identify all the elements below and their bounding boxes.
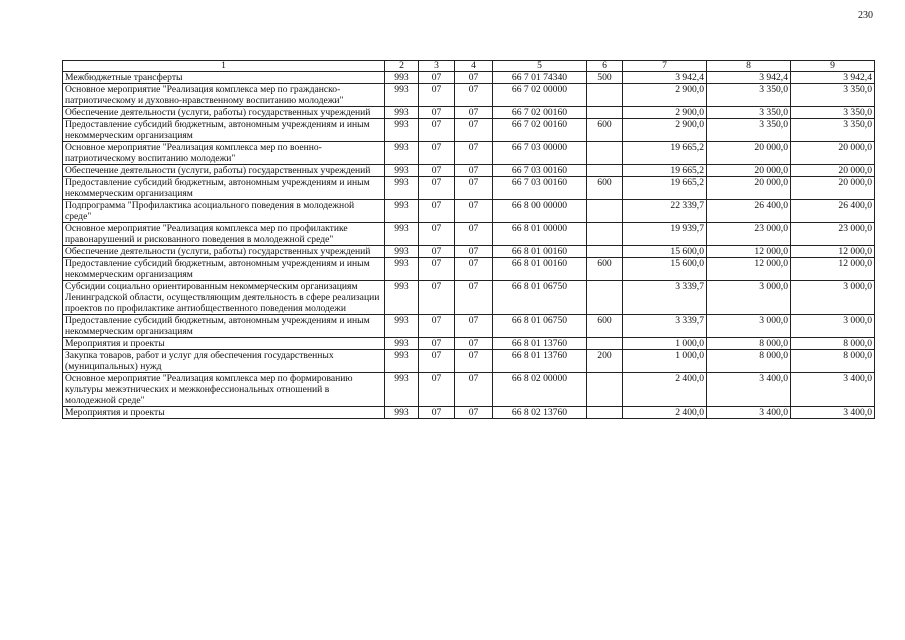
code-ministry: 993 [385,142,419,165]
code-expense-type: 600 [587,315,623,338]
amount-col8: 26 400,0 [707,200,791,223]
code-ministry: 993 [385,84,419,107]
code-subsection: 07 [455,407,493,419]
header-cell: 6 [587,61,623,72]
code-expense-type [587,246,623,258]
code-subsection: 07 [455,84,493,107]
code-expense-type [587,281,623,315]
code-subsection: 07 [455,281,493,315]
code-subsection: 07 [455,350,493,373]
row-name: Предоставление субсидий бюджетным, автономным учреждениям и иным некоммерческим организациям [63,177,385,200]
row-name: Предоставление субсидий бюджетным, автономным учреждениям и иным некоммерческим организациям [63,119,385,142]
code-expense-type: 600 [587,258,623,281]
code-expense-type [587,373,623,407]
code-subsection: 07 [455,142,493,165]
table-row [63,177,875,200]
code-expense-type: 600 [587,177,623,200]
code-expense-type [587,107,623,119]
code-ministry: 993 [385,165,419,177]
amount-col7: 19 665,2 [623,177,707,200]
code-ministry: 993 [385,119,419,142]
table-row [63,338,875,350]
table-row [63,373,875,407]
code-target: 66 8 01 00000 [493,223,587,246]
amount-col9: 3 400,0 [791,373,875,407]
code-ministry: 993 [385,407,419,419]
code-target: 66 7 03 00160 [493,177,587,200]
table-row [63,142,875,165]
code-ministry: 993 [385,223,419,246]
code-subsection: 07 [455,223,493,246]
amount-col9: 20 000,0 [791,142,875,165]
table-row [63,200,875,223]
table-row [63,72,875,84]
code-section: 07 [419,84,455,107]
row-name: Закупка товаров, работ и услуг для обеспечения государственных (муниципальных) нужд [63,350,385,373]
code-expense-type: 500 [587,72,623,84]
code-target: 66 7 03 00160 [493,165,587,177]
code-target: 66 8 02 13760 [493,407,587,419]
amount-col9: 8 000,0 [791,338,875,350]
code-ministry: 993 [385,246,419,258]
table-row [63,315,875,338]
amount-col7: 2 900,0 [623,119,707,142]
row-name: Основное мероприятие "Реализация комплекса мер по профилактике правонарушений и рискованного поведения в молодежной среде" [63,223,385,246]
amount-col8: 20 000,0 [707,177,791,200]
table-row [63,258,875,281]
row-name: Основное мероприятие "Реализация комплекса мер по формированию культуры межэтнических и межконфессиональных отношений в молодежной среде" [63,373,385,407]
code-subsection: 07 [455,165,493,177]
code-section: 07 [419,258,455,281]
amount-col8: 8 000,0 [707,350,791,373]
amount-col8: 3 942,4 [707,72,791,84]
code-section: 07 [419,107,455,119]
code-subsection: 07 [455,246,493,258]
code-target: 66 8 01 06750 [493,281,587,315]
amount-col9: 3 350,0 [791,107,875,119]
code-subsection: 07 [455,373,493,407]
table-row [63,407,875,419]
code-section: 07 [419,373,455,407]
amount-col9: 20 000,0 [791,165,875,177]
code-target: 66 8 01 00160 [493,258,587,281]
amount-col8: 8 000,0 [707,338,791,350]
code-ministry: 993 [385,350,419,373]
amount-col8: 20 000,0 [707,142,791,165]
row-name: Межбюджетные трансферты [63,72,385,84]
code-target: 66 7 02 00000 [493,84,587,107]
code-section: 07 [419,338,455,350]
code-subsection: 07 [455,177,493,200]
amount-col9: 3 350,0 [791,119,875,142]
code-ministry: 993 [385,177,419,200]
amount-col9: 23 000,0 [791,223,875,246]
row-name: Мероприятия и проекты [63,338,385,350]
row-name: Субсидии социально ориентированным некоммерческим организациям Ленинградской области, осуществляющим деятельность в сфере реализации проектов по профилактике антиобщественного поведения молодежи [63,281,385,315]
code-section: 07 [419,315,455,338]
code-ministry: 993 [385,338,419,350]
amount-col8: 12 000,0 [707,258,791,281]
code-subsection: 07 [455,258,493,281]
table-row [63,350,875,373]
header-cell: 7 [623,61,707,72]
code-expense-type [587,84,623,107]
code-section: 07 [419,350,455,373]
code-target: 66 8 02 00000 [493,373,587,407]
budget-table [62,60,875,419]
amount-col9: 20 000,0 [791,177,875,200]
code-expense-type: 200 [587,350,623,373]
table-row [63,107,875,119]
amount-col9: 26 400,0 [791,200,875,223]
code-subsection: 07 [455,72,493,84]
code-target: 66 7 03 00000 [493,142,587,165]
code-ministry: 993 [385,373,419,407]
amount-col7: 3 942,4 [623,72,707,84]
amount-col8: 20 000,0 [707,165,791,177]
code-target: 66 8 01 00160 [493,246,587,258]
page-number: 230 [858,10,873,21]
table-row [63,84,875,107]
amount-col9: 12 000,0 [791,258,875,281]
code-section: 07 [419,223,455,246]
code-expense-type [587,165,623,177]
row-name: Обеспечение деятельности (услуги, работы) государственных учреждений [63,107,385,119]
code-subsection: 07 [455,315,493,338]
row-name: Мероприятия и проекты [63,407,385,419]
amount-col7: 15 600,0 [623,258,707,281]
code-ministry: 993 [385,258,419,281]
table-row [63,281,875,315]
code-ministry: 993 [385,200,419,223]
row-name: Обеспечение деятельности (услуги, работы) государственных учреждений [63,165,385,177]
code-target: 66 7 02 00160 [493,119,587,142]
code-expense-type [587,223,623,246]
code-target: 66 7 02 00160 [493,107,587,119]
amount-col7: 3 339,7 [623,315,707,338]
header-cell: 4 [455,61,493,72]
code-section: 07 [419,142,455,165]
header-row [63,61,875,72]
amount-col7: 2 400,0 [623,373,707,407]
code-subsection: 07 [455,119,493,142]
row-name: Основное мероприятие "Реализация комплекса мер по военно-патриотическому воспитанию молодежи" [63,142,385,165]
code-ministry: 993 [385,107,419,119]
amount-col8: 3 000,0 [707,315,791,338]
code-target: 66 8 01 06750 [493,315,587,338]
code-expense-type: 600 [587,119,623,142]
table-row [63,246,875,258]
amount-col7: 2 900,0 [623,107,707,119]
code-expense-type [587,338,623,350]
amount-col9: 12 000,0 [791,246,875,258]
code-subsection: 07 [455,338,493,350]
amount-col8: 3 000,0 [707,281,791,315]
row-name: Обеспечение деятельности (услуги, работы) государственных учреждений [63,246,385,258]
amount-col9: 3 350,0 [791,84,875,107]
code-target: 66 8 01 13760 [493,350,587,373]
amount-col7: 3 339,7 [623,281,707,315]
amount-col7: 1 000,0 [623,350,707,373]
header-cell: 3 [419,61,455,72]
code-section: 07 [419,72,455,84]
row-name: Основное мероприятие "Реализация комплекса мер по гражданско-патриотическому и духовно-нравственному воспитанию молодежи" [63,84,385,107]
code-expense-type [587,407,623,419]
code-section: 07 [419,407,455,419]
header-cell: 2 [385,61,419,72]
code-target: 66 8 00 00000 [493,200,587,223]
code-ministry: 993 [385,72,419,84]
row-name: Предоставление субсидий бюджетным, автономным учреждениям и иным некоммерческим организациям [63,315,385,338]
amount-col9: 3 942,4 [791,72,875,84]
amount-col8: 12 000,0 [707,246,791,258]
row-name: Подпрограмма "Профилактика асоциального поведения в молодежной среде" [63,200,385,223]
code-subsection: 07 [455,200,493,223]
table-row [63,165,875,177]
code-section: 07 [419,246,455,258]
amount-col9: 8 000,0 [791,350,875,373]
code-expense-type [587,200,623,223]
amount-col8: 3 400,0 [707,373,791,407]
code-section: 07 [419,200,455,223]
amount-col7: 1 000,0 [623,338,707,350]
table-row [63,119,875,142]
amount-col7: 15 600,0 [623,246,707,258]
amount-col8: 3 350,0 [707,84,791,107]
code-subsection: 07 [455,107,493,119]
code-expense-type [587,142,623,165]
amount-col8: 3 400,0 [707,407,791,419]
code-ministry: 993 [385,281,419,315]
code-section: 07 [419,165,455,177]
amount-col7: 19 939,7 [623,223,707,246]
amount-col7: 2 900,0 [623,84,707,107]
header-cell: 1 [63,61,385,72]
amount-col9: 3 400,0 [791,407,875,419]
code-ministry: 993 [385,315,419,338]
header-cell: 9 [791,61,875,72]
amount-col9: 3 000,0 [791,315,875,338]
row-name: Предоставление субсидий бюджетным, автономным учреждениям и иным некоммерческим организациям [63,258,385,281]
amount-col7: 22 339,7 [623,200,707,223]
amount-col8: 23 000,0 [707,223,791,246]
amount-col8: 3 350,0 [707,107,791,119]
amount-col7: 19 665,2 [623,165,707,177]
header-cell: 8 [707,61,791,72]
code-section: 07 [419,281,455,315]
code-target: 66 8 01 13760 [493,338,587,350]
amount-col9: 3 000,0 [791,281,875,315]
amount-col8: 3 350,0 [707,119,791,142]
header-cell: 5 [493,61,587,72]
table-row [63,223,875,246]
amount-col7: 2 400,0 [623,407,707,419]
code-target: 66 7 01 74340 [493,72,587,84]
code-section: 07 [419,177,455,200]
code-section: 07 [419,119,455,142]
table-body [63,72,875,419]
amount-col7: 19 665,2 [623,142,707,165]
